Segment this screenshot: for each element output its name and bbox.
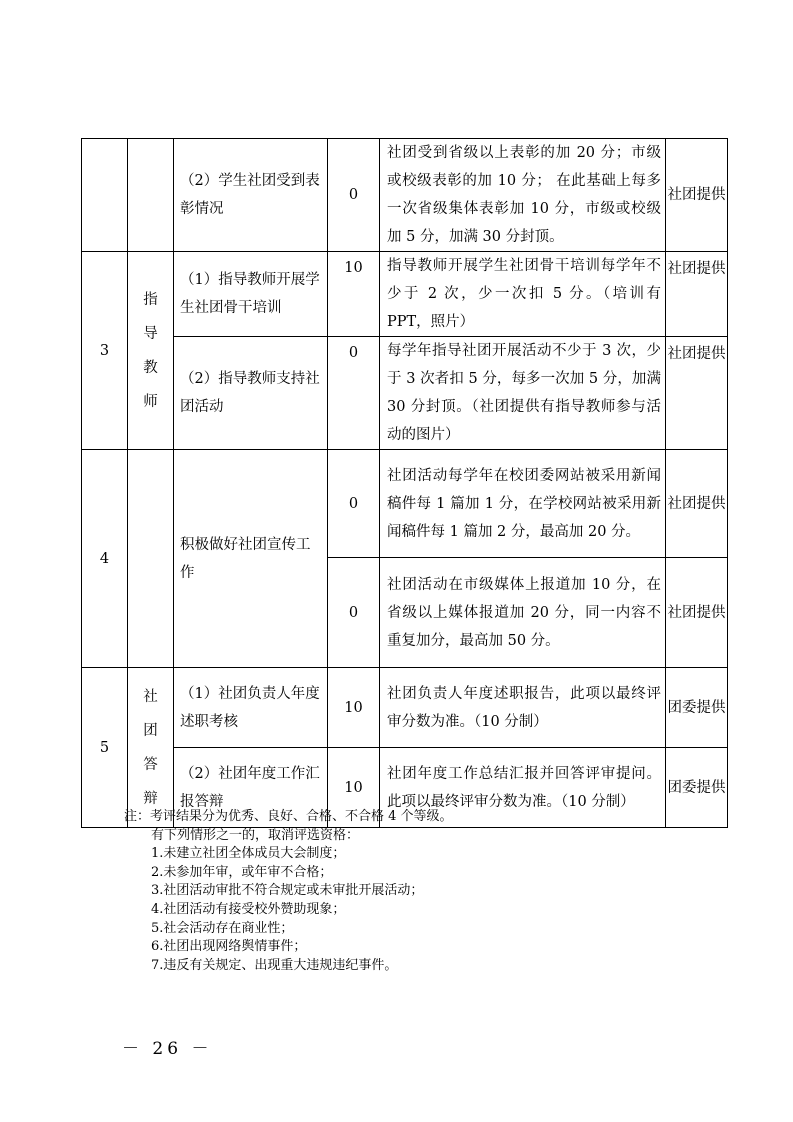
score-cell: 10 <box>328 748 380 828</box>
note-list-item: 4.社团活动有接受校外赞助现象； <box>151 901 346 917</box>
source-cell: 社团提供 <box>666 252 728 337</box>
item-cell: （2）学生社团受到表彰情况 <box>174 139 328 252</box>
note-list-item: 3.社团活动审批不符合规定或未审批开展活动； <box>151 883 424 899</box>
category-char: 社 <box>143 688 158 705</box>
note-list-item: 6.社团出现网络舆情事件； <box>151 939 307 955</box>
rule-cell: 社团负责人年度述职报告，此项以最终评审分数为准。（10 分制） <box>380 668 666 748</box>
source-cell: 社团提供 <box>666 450 728 558</box>
category-cell <box>128 450 174 668</box>
rule-cell: 社团受到省级以上表彰的加 20 分；市级或校级表彰的加 10 分； 在此基础上每多一次省级集体表彰加 10 分，市级或校级加 5 分，加满 30 分封顶。 <box>380 139 666 252</box>
item-cell: （2）社团年度工作汇报答辩 <box>174 748 328 828</box>
score-cell: 0 <box>328 337 380 450</box>
score-cell: 0 <box>328 558 380 668</box>
evaluation-table <box>81 138 728 828</box>
note-list-item: 7.违反有关规定、出现重大违规违纪事件。 <box>151 957 398 973</box>
category-char: 师 <box>143 393 158 410</box>
item-cell: （2）指导教师支持社团活动 <box>174 337 328 450</box>
item-cell: （1）指导教师开展学生社团骨干培训 <box>174 252 328 337</box>
source-cell: 社团提供 <box>666 558 728 668</box>
rule-cell: 社团年度工作总结汇报并回答评审提问。此项以最终评审分数为准。（10 分制） <box>380 748 666 828</box>
note-list-item: 2.未参加年审，或年审不合格； <box>151 864 333 880</box>
table-row <box>82 668 728 748</box>
table-row <box>82 252 728 337</box>
source-cell: 团委提供 <box>666 748 728 828</box>
category-char: 答 <box>143 756 158 773</box>
category-char: 团 <box>143 722 158 739</box>
table-row <box>82 337 728 450</box>
source-cell: 社团提供 <box>666 337 728 450</box>
category-char: 导 <box>143 325 158 342</box>
category-char: 教 <box>143 359 158 376</box>
rule-cell: 社团活动在市级媒体上报道加 10 分，在省级以上媒体报道加 20 分，同一内容不重复加分，最高加 50 分。 <box>380 558 666 668</box>
score-cell: 10 <box>328 252 380 337</box>
table-row <box>82 450 728 558</box>
category-char: 指 <box>143 291 158 308</box>
table-row <box>82 139 728 252</box>
rule-cell: 社团活动每学年在校团委网站被采用新闻稿件每 1 篇加 1 分，在学校网站被采用新闻稿件每 1 篇加 2 分，最高加 20 分。 <box>380 450 666 558</box>
row-number-cell: 4 <box>82 450 128 668</box>
note-condition: 有下列情形之一的，取消评选资格： <box>151 827 360 843</box>
rule-cell: 指导教师开展学生社团骨干培训每学年不少于 2 次，少一次扣 5 分。（培训有 PPT，照片） <box>380 252 666 337</box>
note-list-item: 5.社会活动存在商业性； <box>151 920 294 936</box>
item-cell: （1）社团负责人年度述职考核 <box>174 668 328 748</box>
notes-section <box>126 808 606 975</box>
source-cell: 团委提供 <box>666 668 728 748</box>
category-cell <box>128 139 174 252</box>
item-cell: 积极做好社团宣传工作 <box>174 450 328 668</box>
row-number-cell: 3 <box>82 252 128 450</box>
row-number-cell <box>82 139 128 252</box>
rule-cell: 每学年指导社团开展活动不少于 3 次，少于 3 次者扣 5 分，每多一次加 5 分，加满 30 分封顶。（社团提供有指导教师参与活动的图片） <box>380 337 666 450</box>
note-list-item: 1.未建立社团全体成员大会制度； <box>151 846 346 862</box>
score-cell: 10 <box>328 668 380 748</box>
category-char: 辩 <box>143 790 158 807</box>
note-intro: 注：考评结果分为优秀、良好、合格、不合格 4 个等级。 <box>124 809 453 824</box>
score-cell: 0 <box>328 450 380 558</box>
category-cell <box>128 252 174 450</box>
score-cell: 0 <box>328 139 380 252</box>
category-cell <box>128 668 174 828</box>
source-cell: 社团提供 <box>666 139 728 252</box>
page-number: － 26 － <box>122 1039 213 1059</box>
row-number-cell: 5 <box>82 668 128 828</box>
